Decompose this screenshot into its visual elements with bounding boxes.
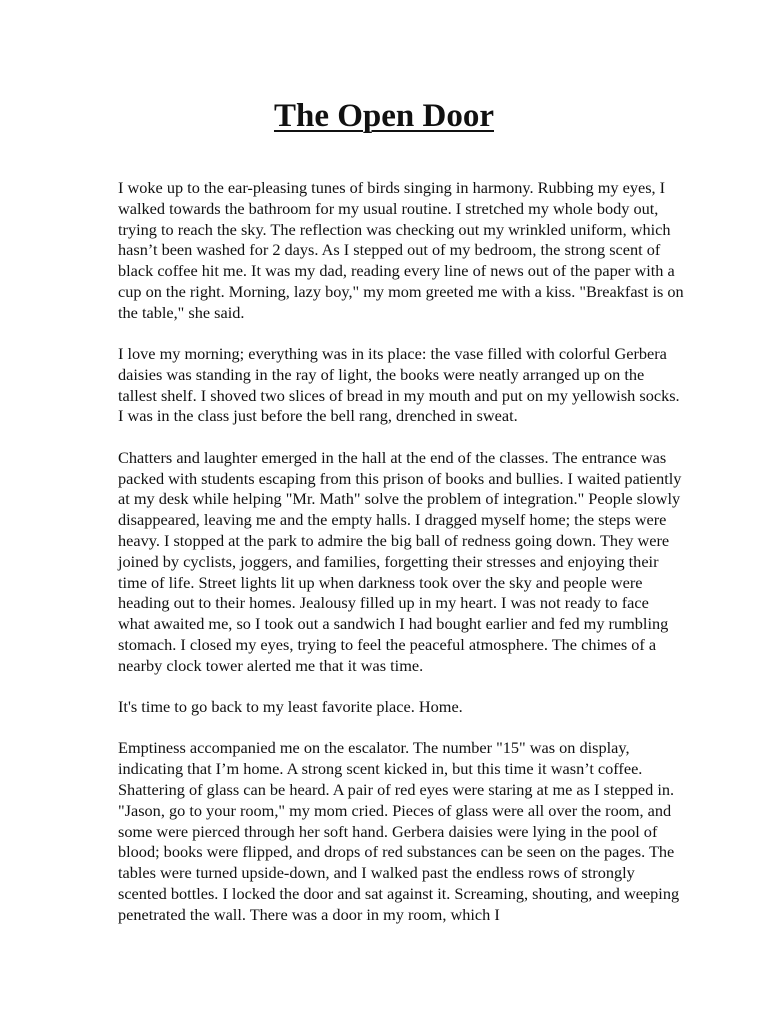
document-body xyxy=(118,178,684,946)
paragraph: Emptiness accompanied me on the escalator. The number "15" was on display, indicating that I’m home. A strong scent kicked in, but this time it wasn’t coffee. Shattering of glass can be heard. A pair of red eyes were staring at me as I stepped in. "Jason, go to your room," my mom cried. Pieces of glass were all over the room, and some were pierced through her soft hand. Gerbera daisies were lying in the pool of blood; books were flipped, and drops of red substances can be seen on the pages. The tables were turned upside-down, and I walked past the endless rows of strongly scented bottles. I locked the door and sat against it. Screaming, shouting, and weeping penetrated the wall. There was a door in my room, which I xyxy=(118,738,680,924)
paragraph: I love my morning; everything was in its place: the vase filled with colorful Gerbera daisies was standing in the ray of light, the books were neatly arranged up on the tallest shelf. I shoved two slices of bread in my mouth and put on my yellowish socks. I was in the class just before the bell rang, drenched in sweat. xyxy=(118,344,680,426)
document-title: The Open Door xyxy=(273,98,494,134)
paragraph: Chatters and laughter emerged in the hall at the end of the classes. The entrance was packed with students escaping from this prison of books and bullies. I waited patiently at my desk while helping "Mr. Math" solve the problem of integration." People slowly disappeared, leaving me and the empty halls. I dragged myself home; the steps were heavy. I stopped at the park to admire the big ball of redness going down. They were joined by cyclists, joggers, and families, forgetting their stresses and enjoying their time of life. Street lights lit up when darkness took over the sky and people were heading out to their homes. Jealousy filled up in my heart. I was not ready to face what awaited me, so I took out a sandwich I had bought earlier and fed my rumbling stomach. I closed my eyes, trying to feel the peaceful atmosphere. The chimes of a nearby clock tower alerted me that it was time. xyxy=(118,447,682,675)
paragraph: It's time to go back to my least favorite place. Home. xyxy=(118,697,463,717)
paragraph: I woke up to the ear-pleasing tunes of birds singing in harmony. Rubbing my eyes, I walked towards the bathroom for my usual routine. I stretched my whole body out, trying to reach the sky. The reflection was checking out my wrinkled uniform, which hasn’t been washed for 2 days. As I stepped out of my bedroom, the strong scent of black coffee hit me. It was my dad, reading every line of news out of the paper with a cup on the right. Morning, lazy boy," my mom greeted me with a kiss. "Breakfast is on the table," she said. xyxy=(118,178,684,322)
